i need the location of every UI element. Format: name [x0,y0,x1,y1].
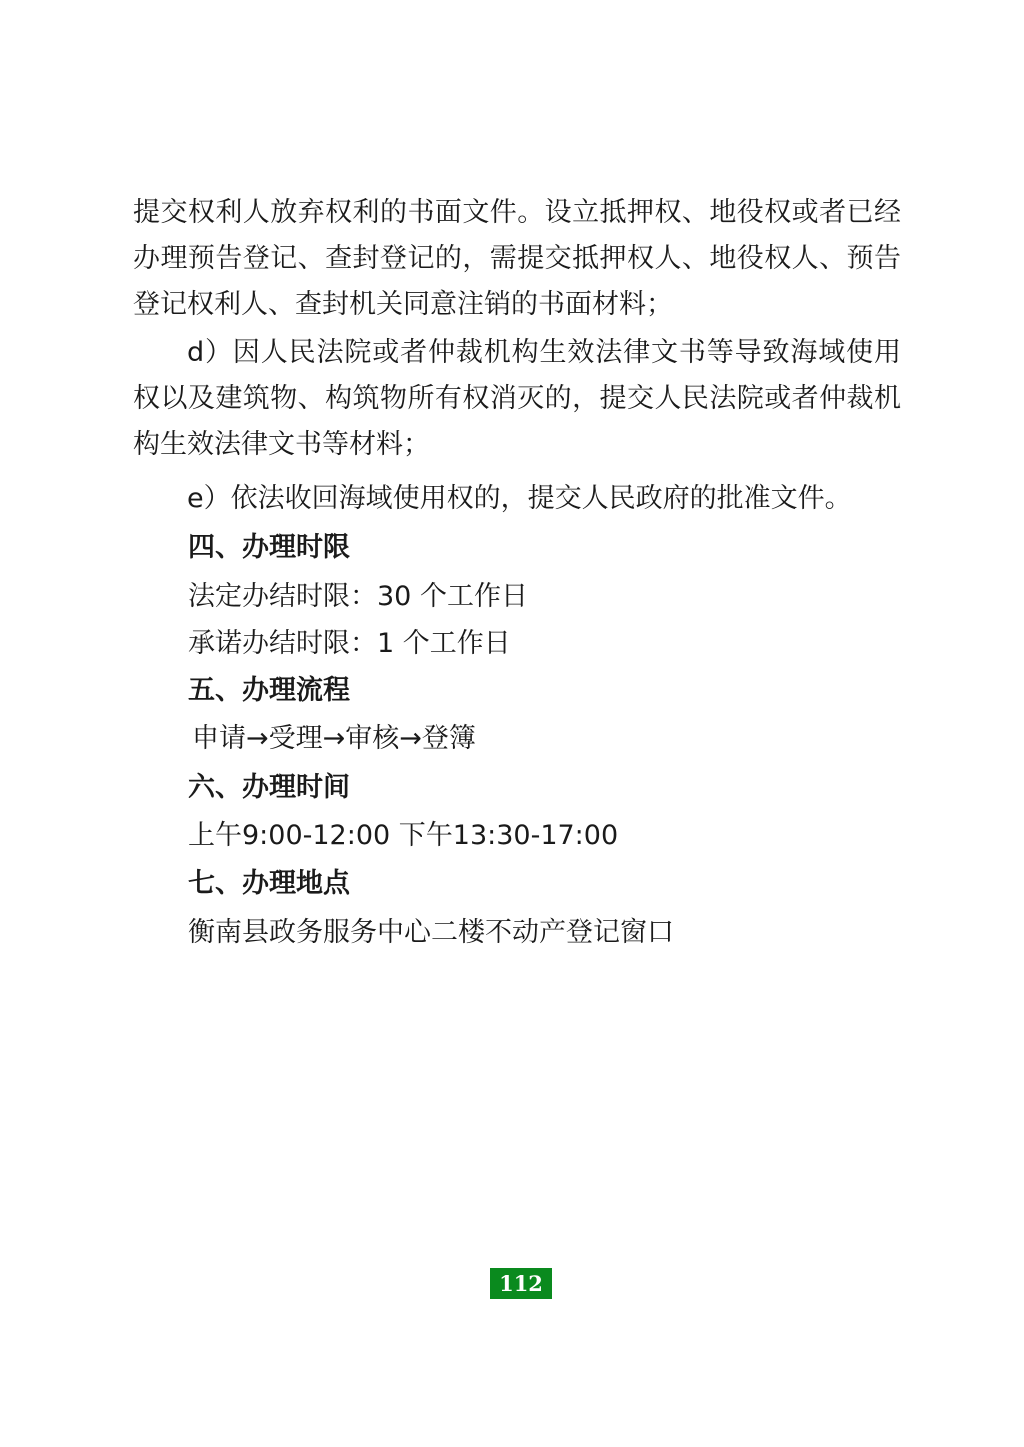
office-hours: 上午9:00-12:00 下午13:30-17:00 [188,820,619,851]
heading-time-limit: 四、办理时限 [188,532,350,563]
office-location: 衡南县政务服务中心二楼不动产登记窗口 [188,917,674,948]
page-number-badge: 112 [490,1268,552,1299]
legal-time-limit: 法定办结时限：30 个工作日 [188,581,528,612]
paragraph-item-e: e）依法收回海域使用权的，提交人民政府的批准文件。 [187,483,852,514]
paragraph-cancellation-materials: 提交权利人放弃权利的书面文件。设立抵押权、地役权或者已经办理预告登记、查封登记的，需提交抵押权人、地役权人、预告登记权利人、查封机关同意注销的书面材料； [133,197,901,320]
heading-hours: 六、办理时间 [188,772,350,803]
paragraph-item-d: d）因人民法院或者仲裁机构生效法律文书等导致海域使用权以及建筑物、构筑物所有权消灭的，提交人民法院或者仲裁机构生效法律文书等材料； [133,337,901,460]
heading-location: 七、办理地点 [188,868,350,899]
heading-process: 五、办理流程 [188,675,350,706]
process-flow: 申请→受理→审核→登簿 [192,723,476,754]
promised-time-limit: 承诺办结时限：1 个工作日 [188,628,511,659]
